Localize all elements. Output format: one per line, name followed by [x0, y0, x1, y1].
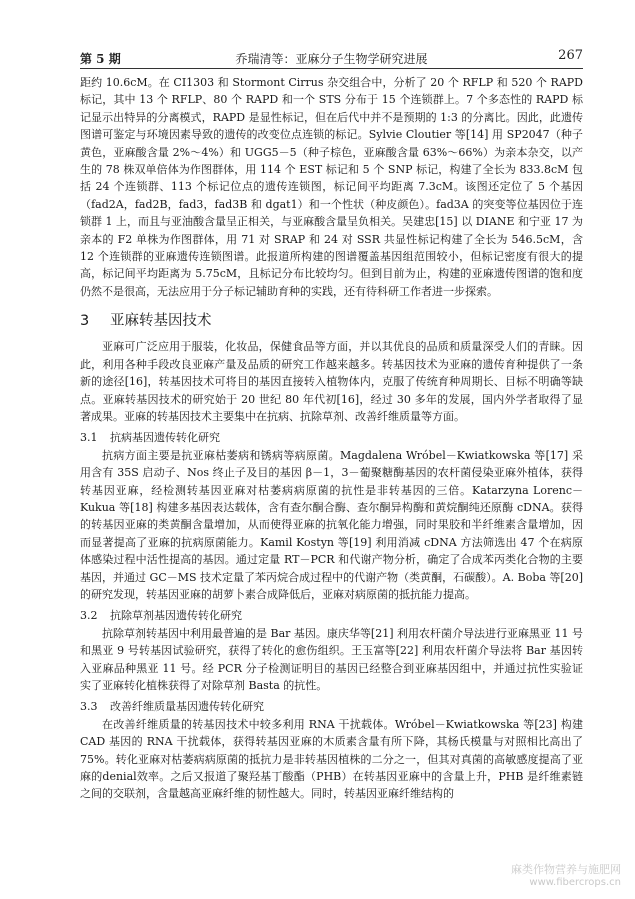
- paragraph-herbicide-resistance: 抗除草剂转基因中利用最普遍的是 Bar 基因。康庆华等[21] 利用农杆菌介导法进行亚麻黑亚 11 号和黑亚 9 号转基因试验研究，获得了转化的愈伤组织。王玉富等[22] 利用农杆菌介导法将 Bar 基因转入亚麻品种黑亚 11 号。经 PCR 分子检测证明目的基因已经整合到亚麻基因组中，并通过抗性实验证实了亚麻转化植株获得了对除草剂 Basta 的抗性。: [80, 626, 583, 692]
- subsection-number: 3.3: [80, 700, 98, 714]
- article-body: [80, 74, 583, 803]
- header-rule: [80, 68, 583, 69]
- running-header: [80, 46, 583, 66]
- watermark: [511, 863, 621, 889]
- subsection-heading-3-2: [80, 607, 583, 624]
- subsection-number: 3.2: [80, 609, 98, 623]
- section-title: 亚麻转基因技术: [110, 313, 212, 330]
- section-heading-3: [80, 310, 583, 332]
- watermark-site-name: 麻类作物营养与施肥网: [511, 863, 621, 876]
- subsection-heading-3-1: [80, 429, 583, 446]
- subsection-heading-3-3: [80, 698, 583, 715]
- issue-label: 第 5 期: [80, 52, 121, 66]
- paragraph-linkage-maps: 距约 10.6cM。在 CI1303 和 Stormont Cirrus 杂交组合中，分析了 20 个 RFLP 和 520 个 RAPD 标记，其中 13 个 RFLP、80 个 RAPD 和一个 STS 分布于 15 个连锁群上。7 个多态性的 RAPD 标记显示出特异的分离模式，RAPD 是显性标记，但在后代中并不是预期的 1:3 的分离比。因此，此遗传图谱可鉴定与环境因素导致的遗传的改变位点连锁的标记。Sylvie Cloutier 等[14] 用 SP2047（种子黄色，亚麻酸含量 2%～4%）和 UGG5－5（种子棕色，亚麻酸含量 63%～66%）为亲本杂交，以产生的 78 株双单倍体为作图群体，用 114 个 EST 标记和 5 个 SNP 标记，构建了全长为 833.8cM 包括 24 个连锁群、113 个标记位点的遗传连锁图，标记间平均距离 7.3cM。该图还定位了 5 个基因（fad2A，fad2B，fad3，fad3B 和 dgat1）和一个性状（种皮颜色）。fad3A 的突变等位基因位于连锁群 1 上，而且与亚油酸含量呈正相关，与亚麻酸含量呈负相关。吴建忠[15] 以 DIANE 和宁亚 17 为亲本的 F2 单株为作图群体，用 71 对 SRAP 和 24 对 SSR 共显性标记构建了全长为 546.5cM，含 12 个连锁群的亚麻遗传连锁图谱。此报道所构建的图谱覆盖基因组范围较小，但标记密度有很大的提高，标记间平均距离为 5.75cM，且标记分布比较均匀。但到目前为止，构建的亚麻遗传图谱的饱和度仍然不是很高，无法应用于分子标记辅助育种的实践，还有待科研工作者进一步探索。: [80, 76, 583, 298]
- section-number: 3: [80, 313, 90, 330]
- subsection-number: 3.1: [80, 431, 98, 445]
- subsection-title: 改善纤维质量基因遗传转化研究: [110, 700, 264, 714]
- paragraph-transgenic-intro: 亚麻可广泛应用于服装，化妆品，保健食品等方面，并以其优良的品质和质量深受人们的青睐。因此，利用各种手段改良亚麻产量及品质的研究工作越来越多。转基因技术为亚麻的遗传育种提供了一条新的途径[16]，转基因技术可将目的基因直接转入植物体内，克服了传统育种周期长、目标不明确等缺点。亚麻转基因技术的研究始于 20 世纪 80 年代初[16]，经过 30 多年的发展，国内外学者取得了显著成果。亚麻的转基因技术主要集中在抗病、抗除草剂、改善纤维质量等方面。: [80, 340, 583, 423]
- watermark-url: www.fibercrops.cn: [529, 877, 621, 888]
- page-number: 267: [558, 48, 583, 63]
- paragraph-fiber-quality: 在改善纤维质量的转基因技术中较多利用 RNA 干扰载体。Wróbel－Kwiatkowska 等[23] 构建 CAD 基因的 RNA 干扰载体，获得转基因亚麻的木质素含量有所下降，其杨氏模量与对照相比高出了 75%。转化亚麻对枯萎病病原菌的抵抗力是非转基因植株的二分之一，但其对真菌的高敏感度提高了亚麻的denial效率。之后又报道了聚羟基丁酸酯（PHB）在转基因亚麻中的含量上升，PHB 是纤维素链之间的交联剂，含量越高亚麻纤维的韧性越大。同时，转基因亚麻纤维结构的: [80, 717, 583, 801]
- subsection-title: 抗除草剂基因遗传转化研究: [110, 609, 242, 623]
- running-title: 乔瑞清等：亚麻分子生物学研究进展: [235, 52, 428, 66]
- subsection-title: 抗病基因遗传转化研究: [110, 431, 220, 445]
- paragraph-disease-resistance: 抗病方面主要是抗亚麻枯萎病和锈病等病原菌。Magdalena Wróbel－Kwiatkowska 等[17] 采用含有 35S 启动子、Nos 终止子及目的基因 β－1，3－葡聚糖酶基因的农杆菌侵染亚麻外植体，获得转基因亚麻，经检测转基因亚麻对枯萎病病原菌的抗性是非转基因的三倍。Katarzyna Lorenc－Kukua 等[18] 构建多基因表达载体，含有查尔酮合酶、查尔酮异构酶和黄烷酮纯还原酶 cDNA。获得的转基因亚麻的类黄酮含量增加，从而使得亚麻的抗氧化能力增强，同时果胶和半纤维素含量增加，因而显著提高了亚麻的抗病原菌能力。Kamil Kostyn 等[19] 利用消减 cDNA 方法筛选出 47 个在病原体感染过程中活性提高的基因。通过定量 RT－PCR 和代谢产物分析，确定了合成苯丙类化合物的主要基因，并通过 GC－MS 技术定量了苯丙烷合成过程中的代谢产物（类黄酮，石碳酸）。A. Boba 等[20] 的研究发现，转基因亚麻的胡萝卜素合成降低后，亚麻对病原菌的抵抗能力提高。: [80, 448, 583, 601]
